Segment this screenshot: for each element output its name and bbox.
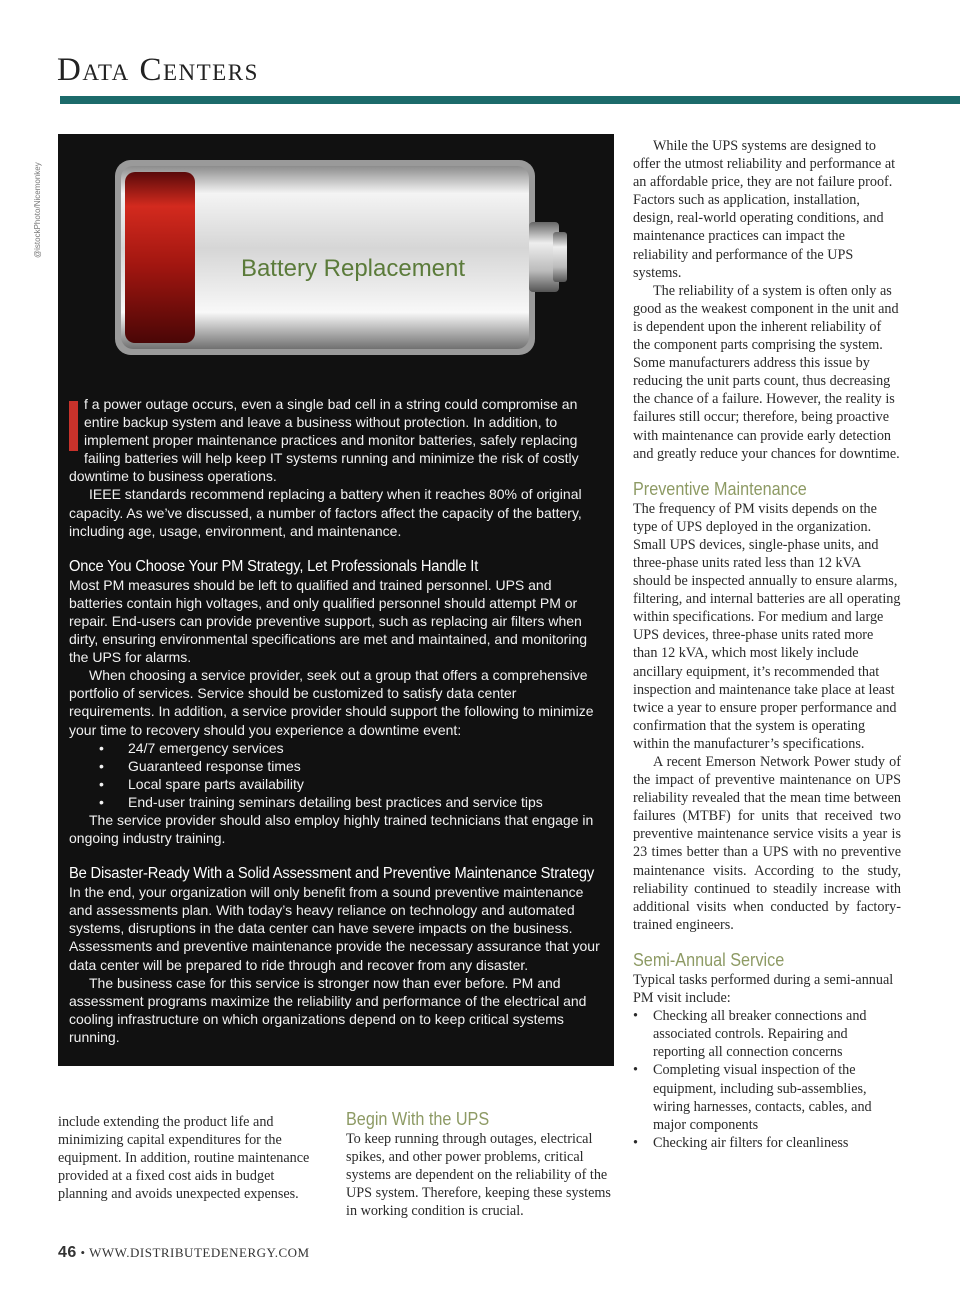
list-item: • Checking all breaker connections and associated controls. Repairing and reporting all connection concerns xyxy=(633,1007,901,1061)
heading-begin-with-ups: Begin With the UPS xyxy=(346,1109,490,1129)
sidebar-s2-p2: The business case for this service is stronger now than ever before. PM and assessment programs maximize the reliability and performance of the electrical and cooling infrastructure on which organizations depend on to keep critical systems running. xyxy=(69,974,587,1045)
photo-credit: @istockPhoto/Nicemonkey xyxy=(33,162,42,258)
heading-semi-annual-service: Semi-Annual Service xyxy=(633,949,785,970)
pm-p2: A recent Emerson Network Power study of the impact of preventive maintenance on UPS reliability revealed that the mean time between failures (MTBF) for units that received two preventive maintenance service visits a year is 23 times better than a UPS with no preventive maintenance visits. According to the study, reliability continued to steadily increase with additional visits when conducted by factory-trained engineers. xyxy=(633,754,901,933)
sidebar-intro-p1: f a power outage occurs, even a single bad cell in a string could compromise an entire backup system and leave a business without protection. In addition, to implement proper maintenance practices and monitor batteries, safely replacing failing batteries will help keep IT systems running and minimize the risk of costly downtime to business operations. xyxy=(69,396,579,485)
bottom-left-column xyxy=(58,1113,320,1203)
battery-label: Battery Replacement xyxy=(240,255,466,282)
heading-preventive-maintenance: Preventive Maintenance xyxy=(633,478,807,499)
footer-url: WWW.DISTRIBUTEDENERGY.COM xyxy=(89,1245,310,1260)
dropcap xyxy=(69,401,78,451)
bottom-mid-text: To keep running through outages, electrical spikes, and other power problems, critical systems are dependent on the reliability of the UPS system. Therefore, keeping these systems in working condition is crucial. xyxy=(346,1131,611,1220)
list-item: • Checking air filters for cleanliness xyxy=(633,1134,901,1152)
section-title: Data Centers xyxy=(57,52,259,88)
list-item: • End-user training seminars detailing best practices and service tips xyxy=(69,793,603,811)
page-footer xyxy=(58,1244,310,1262)
list-item: • Local spare parts availability xyxy=(69,775,603,793)
pm-p1: The frequency of PM visits depends on the type of UPS deployed in the organization. Small UPS devices, single-phase units, and three-phase units rated less than 12 kVA should be inspected annually to ensure alarms, filtering, and internal batteries are all operating within specifications. For medium and large UPS devices, three-phase units rated more than 12 kVA, which most likely include ancillary equipment, it’s recommended that inspection and maintenance take place at least twice a year to ensure proper performance and confirmation that the system is operating within the manufacturer’s specifications. xyxy=(633,500,901,752)
right-p1: While the UPS systems are designed to offer the utmost reliability and performance at an affordable price, they are not failure proof. Factors such as application, installation, design, real-world operating conditions, and maintenance practices can impact the reliability and performance of the UPS systems. xyxy=(633,138,896,281)
battery-illustration xyxy=(113,150,573,360)
right-column xyxy=(633,137,901,1152)
sidebar-box xyxy=(58,134,614,1066)
sidebar-heading-pm-strategy: Once You Choose Your PM Strategy, Let Professionals Handle It xyxy=(69,557,479,575)
sidebar-service-list xyxy=(69,739,603,811)
sidebar-heading-disaster-ready: Be Disaster-Ready With a Solid Assessment and Preventive Maintenance Strategy xyxy=(69,865,595,883)
list-item: • 24/7 emergency services xyxy=(69,739,603,757)
sidebar-s2-p1: In the end, your organization will only benefit from a sound preventive maintenance and assessments plan. With today’s heavy reliance on technology and automated systems, disruptions in the data center can have severe impacts on the business. Assessments and preventive maintenance provide the necessary assurance that your data center will be prepared to ride through and recover from any disaster. xyxy=(69,884,600,973)
sidebar-s1-p1: Most PM measures should be left to qualified and trained personnel. UPS and batteries contain high voltages, and only qualified personnel should attempt PM or repair. End-users can provide preventive support, such as replacing air filters when dirty, ensuring environmental specifications are met and maintained, and monitoring the UPS for alarms. xyxy=(69,576,588,666)
sidebar-s1-p3: The service provider should also employ highly trained technicians that engage in ongoing industry training. xyxy=(69,811,594,847)
list-item: • Completing visual inspection of the equipment, including sub-assemblies, wiring harnesses, contacts, cables, and major components xyxy=(633,1061,901,1133)
bottom-mid-column xyxy=(346,1108,616,1220)
list-item: • Guaranteed response times xyxy=(69,757,603,775)
sidebar-s1-p2: When choosing a service provider, seek out a group that offers a comprehensive portfolio of services. Service should be customized to satisfy data center requirements. In addition, a service provider should support the following to minimize your time to recovery should you experience a downtime event: xyxy=(69,667,594,738)
bottom-left-text: include extending the product life and minimizing capital expenditures for the equipment. In addition, routine maintenance provided at a fixed cost aids in budget planning and avoids unexpected expenses. xyxy=(58,1114,310,1203)
sa-intro: Typical tasks performed during a semi-annual PM visit include: xyxy=(633,971,894,1007)
right-p2: The reliability of a system is often only as good as the weakest component in the unit and is dependent upon the inherent reliability of the component parts comprising the system. Some manufacturers address this issue by reducing the unit parts count, thus decreasing the chance of a failure. However, the reality is failures still occur; therefore, being proactive with maintenance can provide early detection and greatly reduce your chances for downtime. xyxy=(633,282,900,462)
footer-separator: • xyxy=(80,1245,86,1260)
sidebar-intro-p2: IEEE standards recommend replacing a battery when it reaches 80% of original capacity. As we’ve discussed, a number of factors affect the capacity of the battery, including age, usage, environment, and maintenance. xyxy=(69,486,582,539)
sa-task-list xyxy=(633,1007,901,1152)
page-number: 46 xyxy=(58,1244,77,1261)
header-rule xyxy=(60,96,960,104)
